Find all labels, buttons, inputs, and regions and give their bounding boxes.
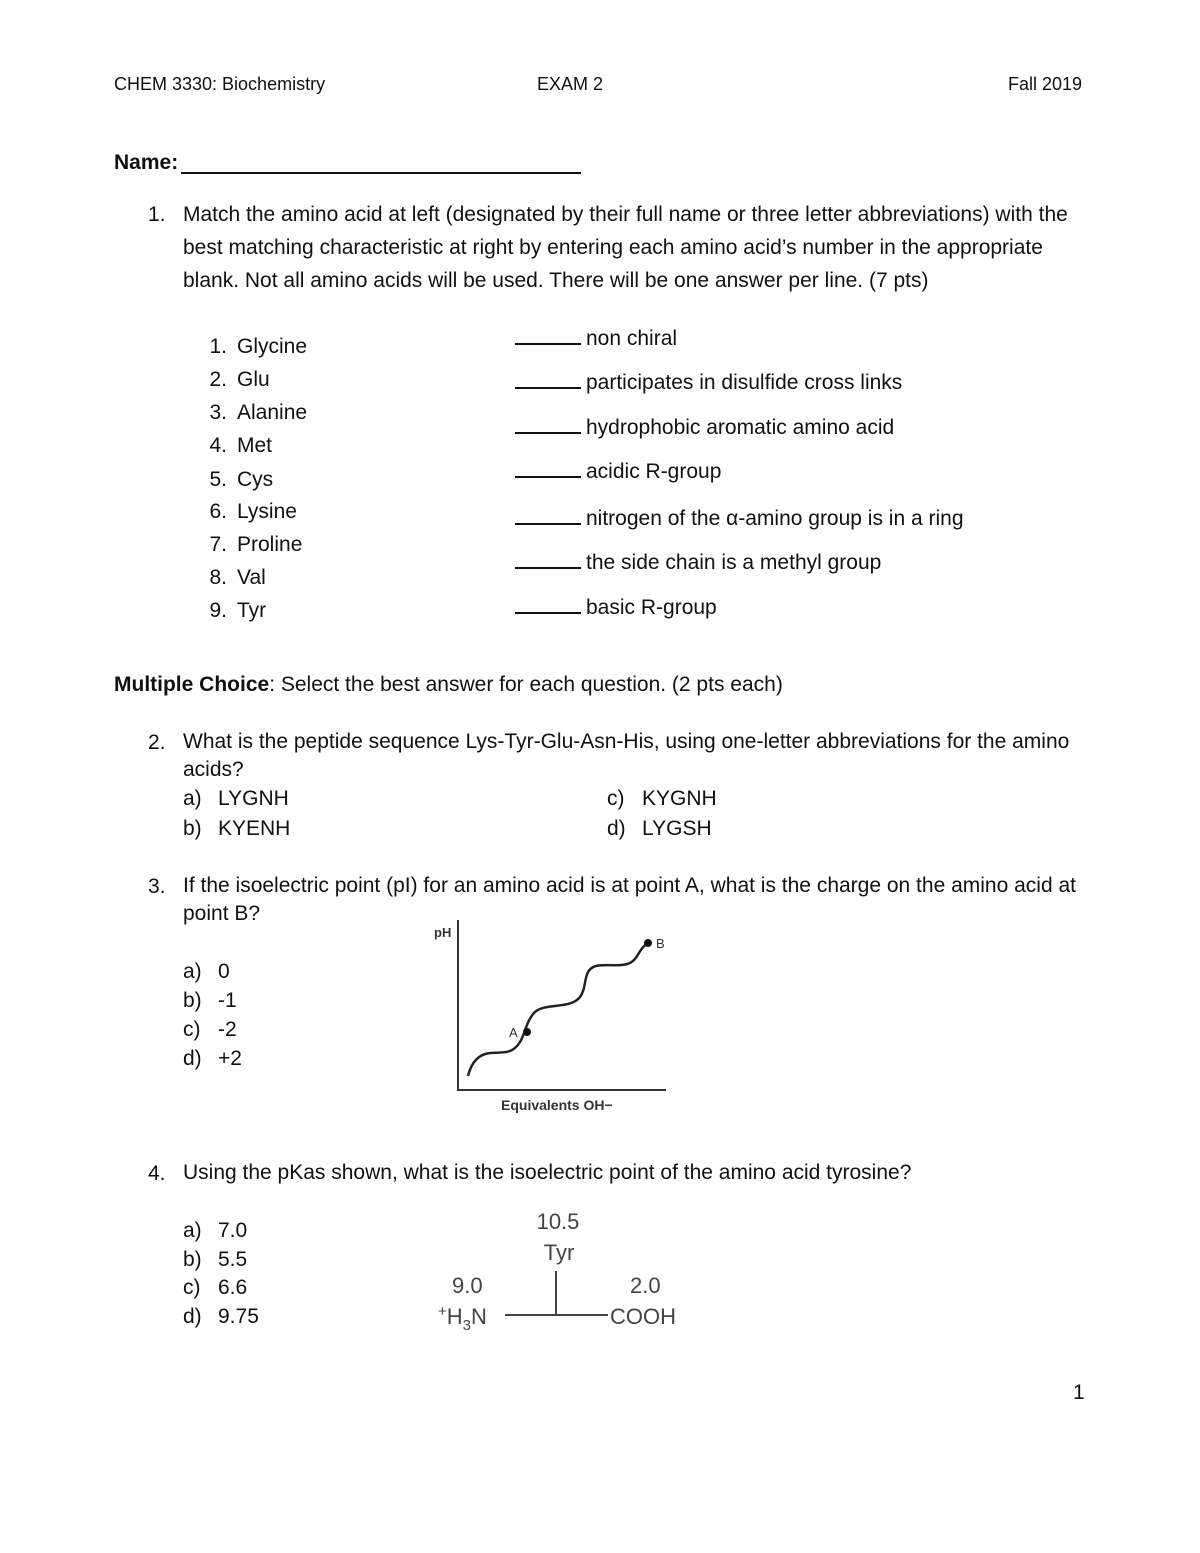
titration-curve-figure: [430, 912, 680, 1117]
match-row: acidic R-group: [515, 456, 721, 484]
q3-option-b[interactable]: b) -1: [183, 989, 237, 1012]
q4-option-b[interactable]: b) 5.5: [183, 1248, 248, 1271]
point-b-marker: [644, 939, 652, 947]
answer-blank[interactable]: [515, 412, 581, 434]
amino-acid-item: 9. Tyr: [209, 599, 267, 622]
q4-option-d[interactable]: d) 9.75: [183, 1305, 259, 1328]
page-number: 1: [1073, 1381, 1085, 1404]
name-field[interactable]: [181, 172, 581, 174]
answer-blank[interactable]: [515, 592, 581, 614]
course-title: CHEM 3330: Biochemistry: [114, 74, 326, 94]
point-a-label: A: [509, 1025, 518, 1040]
q2-option-b[interactable]: b) KYENH: [183, 817, 291, 840]
match-row: basic R-group: [515, 592, 717, 620]
point-a-marker: [523, 1028, 531, 1036]
q3-number: 3.: [148, 875, 166, 898]
q1-text: Match the amino acid at left (designated by their full name or three letter abbreviations) with the best matching characteristic at right by entering each amino acid’s number in the appropriate blank. Not all amino acids will be used. There will be one answer per line. (7 pts): [183, 203, 1068, 292]
mc-heading: Multiple Choice: [114, 673, 270, 696]
q4-text: Using the pKas shown, what is the isoelectric point of the amino acid tyrosine?: [183, 1161, 912, 1184]
answer-blank[interactable]: [515, 367, 581, 389]
match-row: the side chain is a methyl group: [515, 547, 881, 575]
amino-acid-item: 1. Glycine: [209, 335, 308, 358]
amino-acid-item: 7. Proline: [209, 533, 303, 556]
q4-option-c[interactable]: c) 6.6: [183, 1276, 248, 1299]
amino-acid-item: 6. Lysine: [209, 500, 297, 523]
amino-acid-item: 3. Alanine: [209, 401, 308, 424]
exam-title: EXAM 2: [537, 74, 604, 94]
amino-acid-item: 8. Val: [209, 566, 266, 589]
amino-acid-item: 4. Met: [209, 434, 273, 457]
match-row: hydrophobic aromatic amino acid: [515, 412, 894, 440]
amino-acid-item: 2. Glu: [209, 368, 270, 391]
amino-pka: 9.0: [452, 1273, 483, 1298]
q2-option-c[interactable]: c) KYGNH: [607, 787, 717, 810]
q3-option-c[interactable]: c) -2: [183, 1018, 237, 1041]
carboxyl-group: COOH: [610, 1304, 676, 1329]
answer-blank[interactable]: [515, 456, 581, 478]
q2-option-a[interactable]: a) LYGNH: [183, 787, 289, 810]
answer-blank[interactable]: [515, 323, 581, 345]
q1-number: 1.: [148, 203, 166, 226]
amino-group: $^+H_3N$: [438, 1303, 487, 1334]
q2-option-d[interactable]: d) LYGSH: [607, 817, 712, 840]
q4-option-a[interactable]: a) 7.0: [183, 1219, 248, 1242]
titration-curve: [468, 943, 648, 1076]
match-row: participates in disulfide cross links: [515, 367, 902, 395]
q3-option-d[interactable]: d) +2: [183, 1047, 242, 1070]
answer-blank[interactable]: [515, 503, 581, 525]
term-label: Fall 2019: [1008, 74, 1083, 94]
amino-acid-item: 5. Cys: [209, 468, 274, 491]
q4-number: 4.: [148, 1162, 166, 1185]
point-b-label: B: [656, 936, 665, 951]
residue-label: Tyr: [543, 1240, 575, 1265]
answer-blank[interactable]: [515, 547, 581, 569]
match-row: nitrogen of the α-amino group is in a ring: [515, 503, 964, 531]
side-chain-pka: 10.5: [536, 1209, 580, 1234]
q2-number: 2.: [148, 731, 166, 754]
q2-text: What is the peptide sequence Lys-Tyr-Glu-Asn-His, using one-letter abbreviations for the amino acids?: [183, 730, 1070, 781]
ph-axis-label: pH: [434, 925, 452, 940]
q3-text: If the isoelectric point (pI) for an amino acid is at point A, what is the charge on the amino acid at point B?: [183, 874, 1076, 925]
match-row: non chiral: [515, 323, 677, 351]
carboxyl-pka: 2.0: [630, 1273, 661, 1298]
q3-option-a[interactable]: a) 0: [183, 960, 230, 983]
x-axis-label: Equivalents OH−: [501, 1097, 613, 1113]
mc-instructions: Multiple Choice: Select the best answer for each question. (2 pts each): [114, 673, 783, 696]
tyrosine-pka-figure: [430, 1200, 690, 1340]
name-label: Name:: [114, 151, 179, 174]
